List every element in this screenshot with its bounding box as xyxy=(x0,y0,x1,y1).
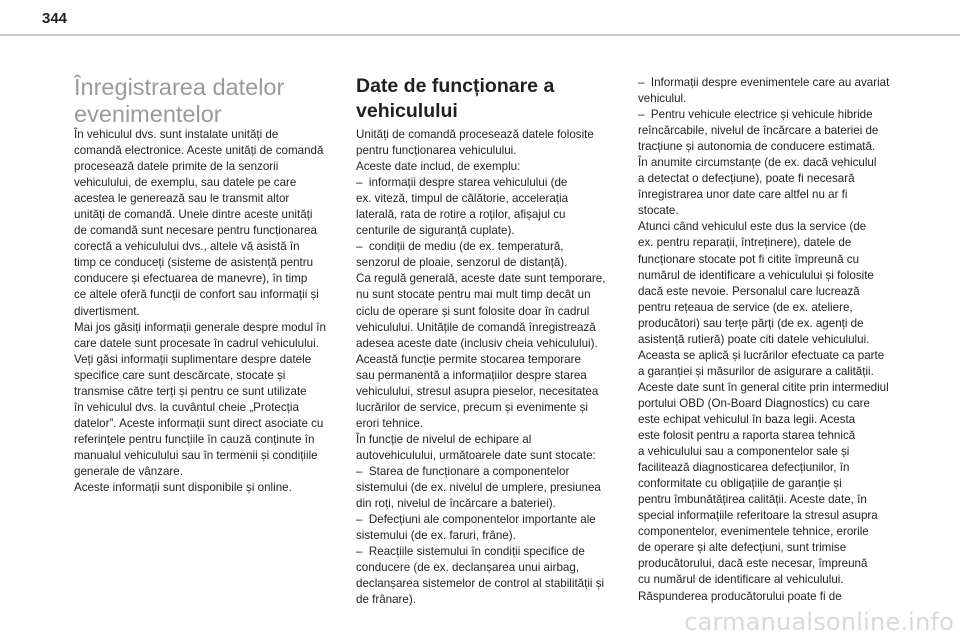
column-1-body-text: În vehiculul dvs. sunt instalate unități de comandă electronice. Aceste unități de comandă procesează datele primite de la senzorii vehiculului, de exemplu, sau datele pe care acestea le generează sau le transmit altor unități de comandă. Unele dintre aceste unități de comandă sunt necesare pentru funcționarea corectă a vehiculului dvs., altele vă asistă în timp ce conduceți (sisteme de asistență pentru conducere și efectuarea de manevre), în timp ce altele oferă funcții de confort sau informații și divertisment. Mai jos găsiți informații generale despre modul în care datele sunt procesate în cadrul vehiculului. Veți găsi informații suplimentare despre datele specifice care sunt descărcate, stocate și transmise către terți și pentru ce sunt utilizate în vehiculul dvs. la cuvântul cheie „Protecția datelor”. Aceste informații sunt direct asociate cu referințele pentru funcțiile în cauză conținute în manualul vehiculului sau în termenii și condițiile generale de vânzare. Aceste informații sunt disponibile și online. xyxy=(74,128,326,495)
watermark: carmanualsonline.info xyxy=(684,608,954,636)
page-number: 344 xyxy=(42,10,68,27)
header-divider xyxy=(0,34,960,36)
section-title-vehicle-operating-data: Date de funcționare a vehiculului xyxy=(356,75,555,122)
column-3-body-text: – Informații despre evenimentele care au avariat vehiculul. – Pentru vehicule electrice și vehicule hibride reîncărcabile, nivelul de încărcare a bateriei de tracțiune și autonomia de conducere estimată. În anumite circumstanțe (de ex. dacă vehiculul a detectat o defecțiune), poate fi necesară înregistrarea unor date care altfel nu ar fi stocate. Atunci când vehiculul este dus la service (de ex. pentru reparații, întreținere), datele de funcționare stocate pot fi citite împreună cu numărul de identificare a vehiculului și folosite dacă este nevoie. Personalul care lucrează pentru rețeaua de service (de ex. ateliere, producători) sau terțe părți (de ex. agenți de asistență rutieră) poate citi datele vehiculului. Aceasta se aplică și lucrărilor efectuate ca parte a garanției și măsurilor de asigurare a calității. Aceste date sunt în general citite prin intermediul portului OBD (On-Board Diagnostics) cu care este echipat vehiculul în baza legii. Acesta este folosit pentru a raporta starea tehnică a vehiculului sau a componentelor sale și facilitează diagnosticarea defecțiunilor, în conformitate cu obligațiile de garanție și pentru îmbunătățirea calității. Aceste date, în special informațiile referitoare la stresul asupra componentelor, evenimentele tehnice, erorile de operare și alte defecțiuni, sunt trimise producătorului, dacă este necesar, împreună cu numărul de identificare al vehiculului. Răspunderea producătorului poate fi de xyxy=(638,76,890,603)
column-2-body-text: Unități de comandă procesează datele folosite pentru funcționarea vehiculului. Aceste date includ, de exemplu: – informații despre starea vehiculului (de ex. viteză, timpul de călătorie, accelerația laterală, rata de rotire a roților, afișajul cu centurile de siguranță cuplate). – condiții de mediu (de ex. temperatură, senzorul de ploaie, senzorul de distanță). Ca regulă generală, aceste date sunt temporare, nu sunt stocate pentru mai mult timp decât un ciclu de operare și sunt folosite doar în cadrul vehiculului. Unitățile de comandă înregistrează adesea aceste date (inclusiv cheia vehiculului). Această funcție permite stocarea temporare sau permanentă a informațiilor despre starea vehiculului, stresul asupra pieselor, necesitatea lucrărilor de service, precum și evenimente și erori tehnice. În funcție de nivelul de echipare al autovehiculului, următoarele date sunt stocate: – Starea de funcționare a componentelor sistemului (de ex. nivelul de umplere, presiunea din roți, nivelul de încărcare a bateriei). – Defecțiuni ale componentelor importante ale sistemului (de ex. faruri, frâne). – Reacțiile sistemului în condiții specifice de conducere (de ex. declanșarea unui airbag, declanșarea sistemelor de control al stabilității și de frânare). xyxy=(356,128,606,607)
section-title-event-data-recording: Înregistrarea datelor evenimentelor xyxy=(74,74,285,127)
